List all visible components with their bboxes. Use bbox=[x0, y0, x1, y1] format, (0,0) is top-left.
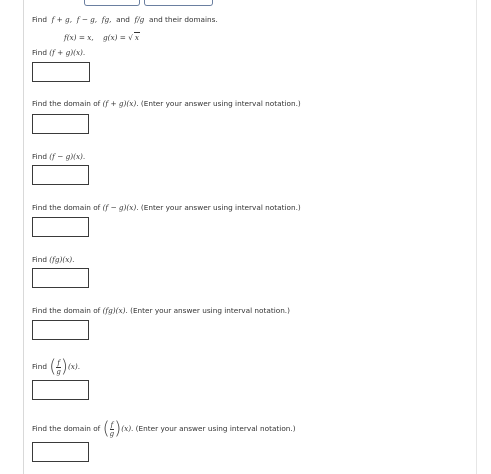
left-paren: ( bbox=[102, 418, 110, 439]
answer-sum-domain-field[interactable] bbox=[32, 114, 89, 134]
nav-button-left[interactable] bbox=[84, 0, 140, 6]
answer-difference-domain-field[interactable] bbox=[32, 217, 89, 237]
fraction-f-over-g: $\frac{f}{g}$ bbox=[109, 420, 115, 438]
question-quotient: Find ( $\frac{f}{g}$ )(x). bbox=[32, 356, 81, 377]
answer-quotient-domain-field[interactable] bbox=[32, 442, 89, 462]
question-sum-domain: Find the domain of (f + g)(x). (Enter your answer using interval notation.) bbox=[32, 99, 301, 108]
left-paren: ( bbox=[49, 356, 57, 377]
answer-product-field[interactable] bbox=[32, 268, 89, 288]
question-sum: Find (f + g)(x). bbox=[32, 48, 86, 57]
problem-intro: Find f + g, f − g, fg, and f/g and their domains. bbox=[32, 15, 218, 24]
right-paren: ) bbox=[114, 418, 122, 439]
fraction-f-over-g: $\frac{f}{g}$ bbox=[56, 358, 61, 376]
answer-product-domain-field[interactable] bbox=[32, 320, 89, 340]
nav-button-right[interactable] bbox=[144, 0, 213, 6]
left-divider bbox=[23, 0, 24, 474]
answer-sum-field[interactable] bbox=[32, 62, 90, 82]
question-difference: Find (f − g)(x). bbox=[32, 152, 86, 161]
answer-difference-field[interactable] bbox=[32, 165, 89, 185]
sqrt-symbol: √ bbox=[128, 33, 133, 42]
right-paren: ) bbox=[60, 356, 68, 377]
question-quotient-domain: Find the domain of ( $\frac{f}{g}$ )(x). (Enter your answer using interval notation.) bbox=[32, 418, 296, 439]
function-definitions: f(x) = x, g(x) = √ x bbox=[64, 33, 139, 42]
question-difference-domain: Find the domain of (f − g)(x). (Enter your answer using interval notation.) bbox=[32, 203, 301, 212]
question-product: Find (fg)(x). bbox=[32, 255, 75, 264]
right-divider bbox=[476, 0, 477, 474]
question-product-domain: Find the domain of (fg)(x). (Enter your answer using interval notation.) bbox=[32, 306, 290, 315]
answer-quotient-field[interactable] bbox=[32, 380, 89, 400]
